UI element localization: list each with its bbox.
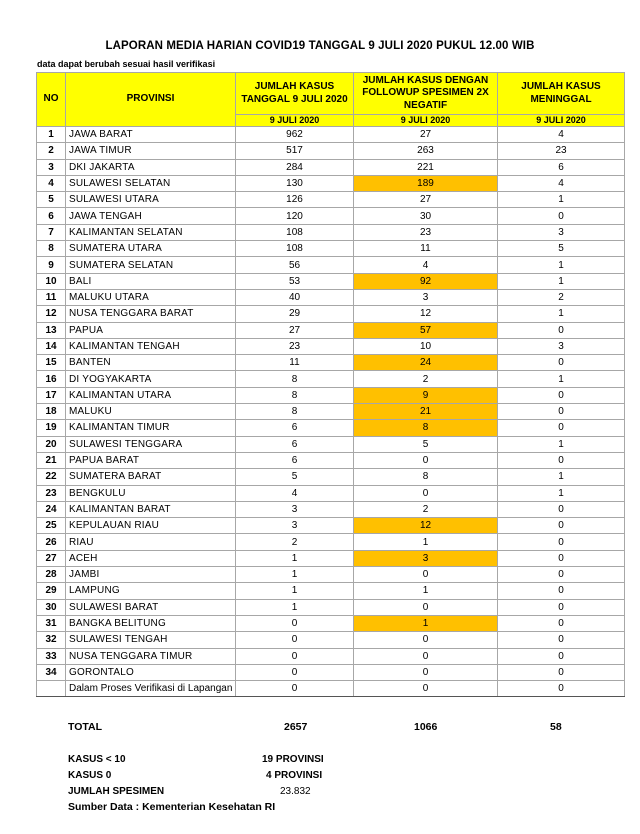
row-number: 13 — [37, 322, 66, 338]
row-deaths: 1 — [498, 371, 625, 387]
table-row — [37, 420, 625, 436]
row-followup: 9 — [354, 387, 498, 403]
row-province: JAWA BARAT — [66, 127, 236, 143]
row-number: 12 — [37, 306, 66, 322]
row-followup: 1 — [354, 534, 498, 550]
row-deaths: 0 — [498, 632, 625, 648]
row-deaths: 0 — [498, 452, 625, 468]
row-number: 26 — [37, 534, 66, 550]
row-province: SUMATERA BARAT — [66, 469, 236, 485]
row-province: SULAWESI TENGAH — [66, 632, 236, 648]
row-cases: 517 — [236, 143, 354, 159]
row-province: SUMATERA UTARA — [66, 241, 236, 257]
total-followup: 1066 — [414, 721, 438, 733]
row-number: 24 — [37, 501, 66, 517]
row-cases: 0 — [236, 648, 354, 664]
row-cases: 0 — [236, 664, 354, 680]
row-cases: 130 — [236, 175, 354, 191]
table-row — [37, 550, 625, 566]
covid-report-table — [36, 72, 625, 697]
row-cases: 962 — [236, 127, 354, 143]
row-deaths: 1 — [498, 273, 625, 289]
row-followup: 2 — [354, 371, 498, 387]
row-cases: 2 — [236, 534, 354, 550]
row-cases: 284 — [236, 159, 354, 175]
row-deaths: 5 — [498, 241, 625, 257]
row-province: GORONTALO — [66, 664, 236, 680]
total-cases: 2657 — [284, 721, 308, 733]
summary-zero-value: 4 PROVINSI — [266, 770, 323, 781]
row-followup: 8 — [354, 420, 498, 436]
row-number: 14 — [37, 338, 66, 354]
table-row — [37, 208, 625, 224]
table-row — [37, 583, 625, 599]
row-deaths: 3 — [498, 224, 625, 240]
row-cases: 56 — [236, 257, 354, 273]
row-province: ACEH — [66, 550, 236, 566]
row-number: 27 — [37, 550, 66, 566]
table-row — [37, 501, 625, 517]
row-deaths: 6 — [498, 159, 625, 175]
summary-zero-label: KASUS 0 — [68, 770, 112, 781]
table-row — [37, 387, 625, 403]
report-subtitle: data dapat berubah sesuai hasil verifikasi — [37, 59, 216, 69]
row-number: 15 — [37, 355, 66, 371]
row-number: 23 — [37, 485, 66, 501]
row-followup: 0 — [354, 664, 498, 680]
row-deaths: 1 — [498, 306, 625, 322]
row-number: 33 — [37, 648, 66, 664]
row-followup: 189 — [354, 175, 498, 191]
row-province: DKI JAKARTA — [66, 159, 236, 175]
row-followup: 3 — [354, 289, 498, 305]
row-cases: 8 — [236, 404, 354, 420]
row-number: 32 — [37, 632, 66, 648]
summary-specimen-label: JUMLAH SPESIMEN — [68, 786, 165, 797]
row-number: 7 — [37, 224, 66, 240]
row-deaths: 0 — [498, 501, 625, 517]
row-cases: 8 — [236, 371, 354, 387]
table-row-pending — [37, 681, 625, 697]
row-province: BALI — [66, 273, 236, 289]
report-title: LAPORAN MEDIA HARIAN COVID19 TANGGAL 9 JULI 2020 PUKUL 12.00 WIB — [105, 40, 535, 52]
row-cases: 53 — [236, 273, 354, 289]
header-province: PROVINSI — [66, 73, 236, 127]
data-source: Sumber Data : Kementerian Kesehatan RI — [68, 801, 276, 813]
row-followup: 24 — [354, 355, 498, 371]
row-cases: 23 — [236, 338, 354, 354]
row-cases: 1 — [236, 599, 354, 615]
header-cases: JUMLAH KASUS TANGGAL 9 JULI 2020 — [236, 73, 354, 115]
row-province: JAMBI — [66, 567, 236, 583]
row-deaths: 0 — [498, 615, 625, 631]
row-followup: 12 — [354, 306, 498, 322]
row-number: 3 — [37, 159, 66, 175]
row-deaths: 1 — [498, 485, 625, 501]
row-number: 34 — [37, 664, 66, 680]
row-cases: 11 — [236, 355, 354, 371]
row-province: KALIMANTAN TENGAH — [66, 338, 236, 354]
row-province: BENGKULU — [66, 485, 236, 501]
row-number: 10 — [37, 273, 66, 289]
table-row — [37, 534, 625, 550]
row-deaths: 0 — [498, 387, 625, 403]
row-deaths: 0 — [498, 648, 625, 664]
row-number: 30 — [37, 599, 66, 615]
row-cases: 108 — [236, 241, 354, 257]
row-cases: 5 — [236, 469, 354, 485]
row-followup: 1 — [354, 583, 498, 599]
header-date-deaths: 9 JULI 2020 — [498, 115, 625, 127]
row-cases: 1 — [236, 567, 354, 583]
table-row — [37, 127, 625, 143]
row-number: 17 — [37, 387, 66, 403]
table-row — [37, 224, 625, 240]
row-deaths: 0 — [498, 404, 625, 420]
row-followup: 263 — [354, 143, 498, 159]
row-pending-cases: 0 — [236, 681, 354, 697]
row-deaths: 0 — [498, 599, 625, 615]
table-row — [37, 257, 625, 273]
header-date-followup: 9 JULI 2020 — [354, 115, 498, 127]
row-province: JAWA TIMUR — [66, 143, 236, 159]
table-row — [37, 518, 625, 534]
row-province: PAPUA — [66, 322, 236, 338]
row-province: KALIMANTAN SELATAN — [66, 224, 236, 240]
header-no: NO — [37, 73, 66, 127]
row-province: RIAU — [66, 534, 236, 550]
table-row — [37, 192, 625, 208]
row-cases: 3 — [236, 518, 354, 534]
row-deaths: 0 — [498, 567, 625, 583]
row-deaths: 0 — [498, 518, 625, 534]
row-cases: 120 — [236, 208, 354, 224]
row-number: 21 — [37, 452, 66, 468]
row-number: 25 — [37, 518, 66, 534]
row-cases: 1 — [236, 583, 354, 599]
row-followup: 57 — [354, 322, 498, 338]
row-number: 8 — [37, 241, 66, 257]
summary-lt10-value: 19 PROVINSI — [262, 754, 324, 765]
table-row — [37, 175, 625, 191]
table-row — [37, 485, 625, 501]
row-cases: 0 — [236, 632, 354, 648]
row-deaths: 1 — [498, 436, 625, 452]
row-pending-deaths: 0 — [498, 681, 625, 697]
row-followup: 23 — [354, 224, 498, 240]
row-number: 2 — [37, 143, 66, 159]
row-cases: 1 — [236, 550, 354, 566]
row-deaths: 4 — [498, 127, 625, 143]
row-cases: 126 — [236, 192, 354, 208]
row-number: 18 — [37, 404, 66, 420]
row-followup: 10 — [354, 338, 498, 354]
row-province: KALIMANTAN UTARA — [66, 387, 236, 403]
row-followup: 0 — [354, 452, 498, 468]
row-deaths: 0 — [498, 208, 625, 224]
row-followup: 0 — [354, 485, 498, 501]
row-province: MALUKU UTARA — [66, 289, 236, 305]
row-deaths: 4 — [498, 175, 625, 191]
summary-lt10-label: KASUS < 10 — [68, 754, 126, 765]
row-province: SULAWESI TENGGARA — [66, 436, 236, 452]
row-followup: 0 — [354, 599, 498, 615]
row-cases: 4 — [236, 485, 354, 501]
row-followup: 5 — [354, 436, 498, 452]
row-deaths: 0 — [498, 355, 625, 371]
row-followup: 4 — [354, 257, 498, 273]
row-province: KEPULAUAN RIAU — [66, 518, 236, 534]
table-row — [37, 404, 625, 420]
row-deaths: 0 — [498, 583, 625, 599]
row-deaths: 0 — [498, 664, 625, 680]
row-number: 9 — [37, 257, 66, 273]
row-cases: 108 — [236, 224, 354, 240]
row-number: 20 — [37, 436, 66, 452]
row-province: NUSA TENGGARA BARAT — [66, 306, 236, 322]
row-province: NUSA TENGGARA TIMUR — [66, 648, 236, 664]
row-followup: 0 — [354, 632, 498, 648]
table-row — [37, 322, 625, 338]
row-followup: 1 — [354, 615, 498, 631]
total-label: TOTAL — [68, 721, 103, 733]
row-province: SUMATERA SELATAN — [66, 257, 236, 273]
table-row — [37, 469, 625, 485]
table-body — [37, 127, 625, 697]
row-province: BANGKA BELITUNG — [66, 615, 236, 631]
row-number: 31 — [37, 615, 66, 631]
row-pending-label: Dalam Proses Verifikasi di Lapangan — [66, 681, 236, 697]
table-row — [37, 632, 625, 648]
row-cases: 6 — [236, 436, 354, 452]
header-date-cases: 9 JULI 2020 — [236, 115, 354, 127]
row-deaths: 0 — [498, 534, 625, 550]
row-province: BANTEN — [66, 355, 236, 371]
header-deaths: JUMLAH KASUS MENINGGAL — [498, 73, 625, 115]
row-deaths: 3 — [498, 338, 625, 354]
row-cases: 29 — [236, 306, 354, 322]
row-number: 1 — [37, 127, 66, 143]
row-province: DI YOGYAKARTA — [66, 371, 236, 387]
row-deaths: 1 — [498, 192, 625, 208]
table-row — [37, 338, 625, 354]
summary-specimen-value: 23.832 — [280, 786, 311, 797]
row-followup: 2 — [354, 501, 498, 517]
row-deaths: 0 — [498, 322, 625, 338]
row-followup: 92 — [354, 273, 498, 289]
row-followup: 21 — [354, 404, 498, 420]
row-followup: 0 — [354, 567, 498, 583]
row-followup: 27 — [354, 127, 498, 143]
row-number: 28 — [37, 567, 66, 583]
row-number: 5 — [37, 192, 66, 208]
table-row — [37, 452, 625, 468]
row-deaths: 23 — [498, 143, 625, 159]
table-row — [37, 567, 625, 583]
row-cases: 8 — [236, 387, 354, 403]
row-followup: 3 — [354, 550, 498, 566]
row-deaths: 0 — [498, 550, 625, 566]
row-number: 16 — [37, 371, 66, 387]
row-deaths: 1 — [498, 257, 625, 273]
table-row — [37, 306, 625, 322]
row-followup: 221 — [354, 159, 498, 175]
row-number: 22 — [37, 469, 66, 485]
row-followup: 30 — [354, 208, 498, 224]
table-row — [37, 371, 625, 387]
row-deaths: 0 — [498, 420, 625, 436]
table-row — [37, 599, 625, 615]
row-followup: 0 — [354, 648, 498, 664]
row-cases: 27 — [236, 322, 354, 338]
table-row — [37, 241, 625, 257]
row-number: 19 — [37, 420, 66, 436]
table-row — [37, 615, 625, 631]
row-followup: 12 — [354, 518, 498, 534]
row-province: KALIMANTAN BARAT — [66, 501, 236, 517]
row-province: LAMPUNG — [66, 583, 236, 599]
row-number: 29 — [37, 583, 66, 599]
row-number-empty — [37, 681, 66, 697]
table-row — [37, 273, 625, 289]
row-province: SULAWESI SELATAN — [66, 175, 236, 191]
table-row — [37, 289, 625, 305]
table-row — [37, 355, 625, 371]
table-row — [37, 143, 625, 159]
row-deaths: 2 — [498, 289, 625, 305]
row-deaths: 1 — [498, 469, 625, 485]
row-province: MALUKU — [66, 404, 236, 420]
row-province: PAPUA BARAT — [66, 452, 236, 468]
row-province: JAWA TENGAH — [66, 208, 236, 224]
header-followup: JUMLAH KASUS DENGAN FOLLOWUP SPESIMEN 2X NEGATIF — [354, 73, 498, 115]
row-pending-followup: 0 — [354, 681, 498, 697]
row-followup: 8 — [354, 469, 498, 485]
row-cases: 40 — [236, 289, 354, 305]
row-province: KALIMANTAN TIMUR — [66, 420, 236, 436]
row-number: 4 — [37, 175, 66, 191]
table-row — [37, 648, 625, 664]
row-cases: 6 — [236, 452, 354, 468]
row-province: SULAWESI BARAT — [66, 599, 236, 615]
row-number: 6 — [37, 208, 66, 224]
row-followup: 27 — [354, 192, 498, 208]
table-row — [37, 664, 625, 680]
table-row — [37, 159, 625, 175]
row-cases: 0 — [236, 615, 354, 631]
total-deaths: 58 — [550, 721, 562, 733]
row-number: 11 — [37, 289, 66, 305]
row-cases: 3 — [236, 501, 354, 517]
row-cases: 6 — [236, 420, 354, 436]
row-followup: 11 — [354, 241, 498, 257]
table-row — [37, 436, 625, 452]
row-province: SULAWESI UTARA — [66, 192, 236, 208]
